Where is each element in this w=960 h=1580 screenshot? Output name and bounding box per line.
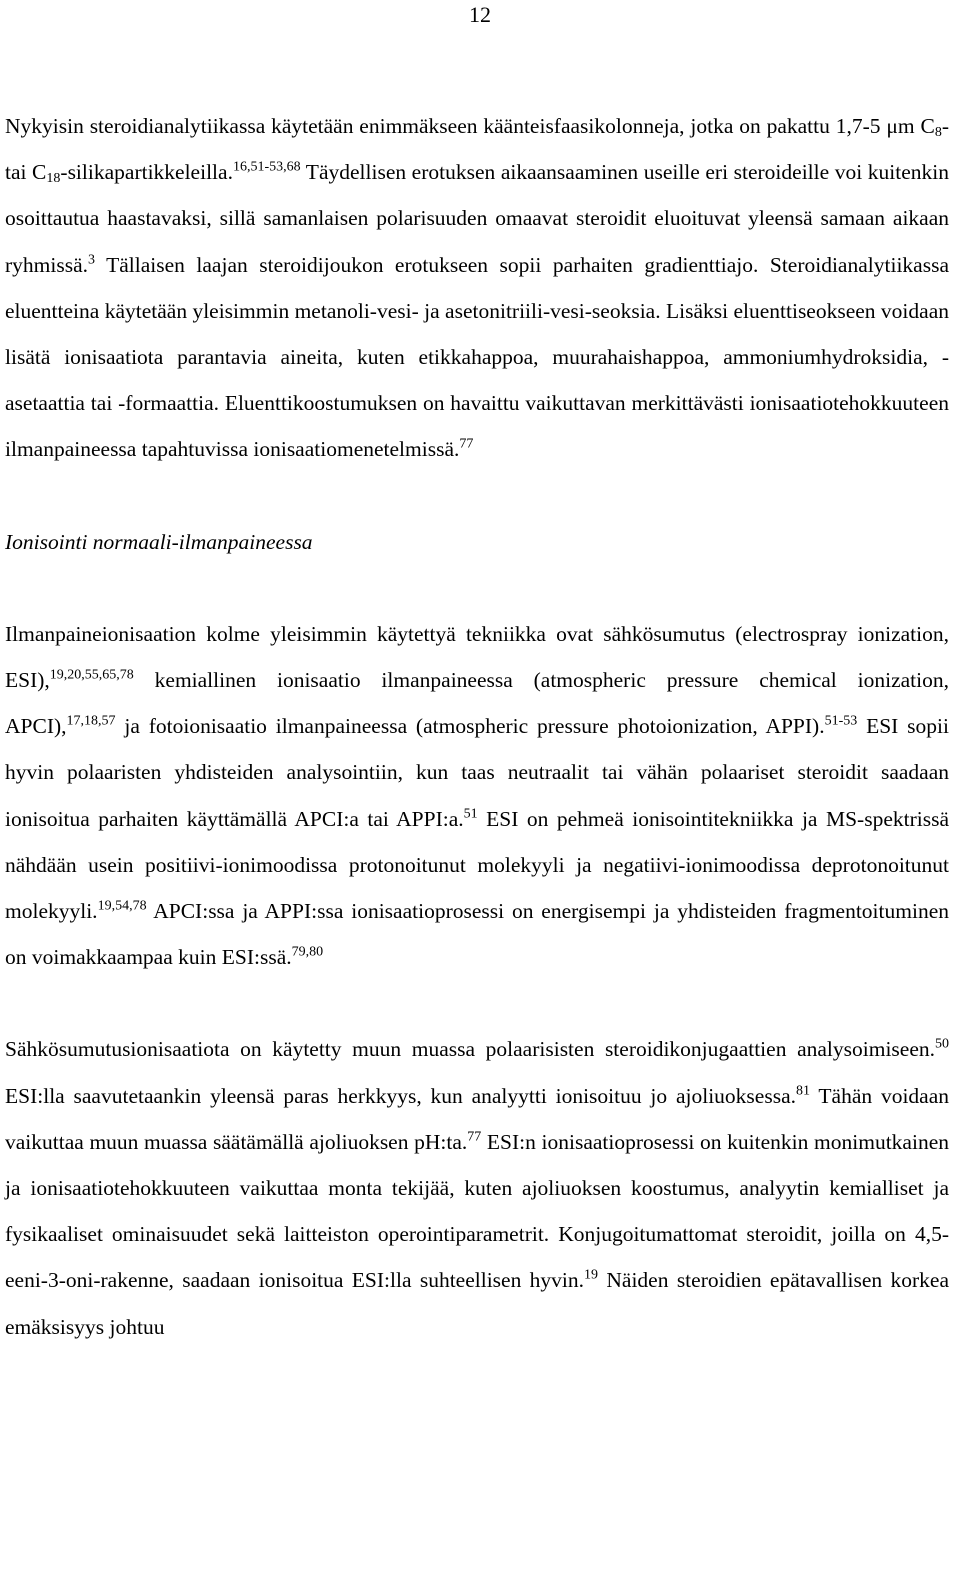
- paragraph-ionization-methods: [5, 611, 949, 981]
- citation-ref: 16,51-53,68: [232, 159, 301, 175]
- paragraph-chromatography: [5, 103, 949, 473]
- text-run: -silikapartikkeleilla.: [60, 160, 233, 185]
- citation-ref: 77: [459, 436, 474, 452]
- paragraph-spacer: [5, 980, 949, 1026]
- citation-ref: 77: [467, 1129, 482, 1145]
- citation-ref: 79,80: [291, 944, 324, 960]
- text-run: APCI:ssa ja APPI:ssa ionisaatioprosessi on energisempi ja yhdisteiden fragmentoituminen on voimakkaampaa kuin ESI:ssä.: [5, 899, 949, 970]
- citation-ref: 3: [88, 251, 96, 267]
- citation-ref: 17,18,57: [66, 713, 116, 729]
- page-number: 12: [469, 2, 491, 27]
- paragraph-spacer: [5, 473, 949, 519]
- text-run: Näiden steroidien epätavallisen korkea emäksisyys johtuu: [5, 1268, 949, 1339]
- paragraph-spacer: [5, 565, 949, 611]
- text-run: ESI on pehmeä ionisointitekniikka ja MS-spektrissä nähdään usein positiivi-ionimoodissa protonoitunut molekyyli ja negatiivi-ionimoodissa deprotonoitunut molekyyli.: [5, 806, 949, 924]
- text-run: kemiallinen ionisaatio ilmanpaineessa (atmospheric pressure chemical ionization, APCI),: [5, 668, 949, 739]
- text-run: ESI:lla saavutetaankin yleensä paras herkkyys, kun analyytti ionisoituu jo ajoliuoksessa.: [5, 1083, 796, 1108]
- citation-ref: 51-53: [824, 713, 858, 729]
- text-run: ESI sopii hyvin polaaristen yhdisteiden analysointiin, kun taas neutraalit tai vähän polaariset steroidit saadaan ionisoitua parhaiten käyttämällä APCI:a tai APPI:a.: [5, 714, 949, 831]
- text-run: ESI:n ionisaatioprosessi on kuitenkin monimutkainen ja ionisaatiotehokkuuteen vaikuttaa monta tekijää, kuten ajoliuoksen koostumus, analyytin kemialliset ja fysikaaliset ominaisuudet sekä laitteiston operointiparametrit. Konjugoitumattomat steroidit, joilla on 4,5-eeni-3-oni-rakenne, saadaan ionisoitua ESI:lla suhteellisen hyvin.: [5, 1129, 949, 1293]
- text-run: Sähkösumutusionisaatiota on käytetty muun muassa polaarisisten steroidikonjugaattien analysoimiseen.: [5, 1037, 935, 1062]
- text-run: Tällaisen laajan steroidijoukon erotukseen sopii parhaiten gradienttiajo. Steroidianalytiikassa eluentteina käytetään yleisimmin metanoli-vesi- ja asetonitriili-vesi-seoksia. Lisäksi eluenttiseokseen voidaan lisätä ionisaatiota parantavia aineita, kuten etikkahappoa, muurahaishappoa, ammoniumhydroksidia, -asetaattia tai -formaattia. Eluenttikoostumuksen on havaittu vaikuttavan merkittävästi ionisaatiotehokkuuteen ilmanpaineessa tapahtuvissa ionisaatiomenetelmissä.: [5, 252, 949, 462]
- text-run: Nykyisin steroidianalytiikassa käytetään enimmäkseen käänteisfaasikolonneja, jotka on pakattu 1,7-5 μm C: [5, 114, 935, 138]
- subscript: 8: [934, 124, 942, 140]
- text-run: Ilmanpaineionisaation kolme yleisimmin käytettyä tekniikka ovat sähkösumutus (electrospray ionization, ESI),: [5, 621, 949, 693]
- citation-ref: 50: [935, 1036, 949, 1052]
- text-run: Tähän voidaan vaikuttaa muun muassa säätämällä ajoliuoksen pH:ta.: [5, 1083, 950, 1154]
- section-heading: Ionisointi normaali-ilmanpaineessa: [5, 529, 313, 554]
- text-run: ja fotoionisaatio ilmanpaineessa (atmospheric pressure photoionization, APPI).: [115, 714, 825, 739]
- paragraph-electrospray: [5, 1026, 949, 1349]
- citation-ref: 51: [463, 805, 478, 821]
- page-body: [5, 103, 949, 1350]
- citation-ref: 19,20,55,65,78: [49, 667, 134, 683]
- citation-ref: 19,54,78: [97, 898, 147, 914]
- citation-ref: 19: [584, 1267, 599, 1283]
- text-run: - tai C: [5, 114, 949, 185]
- subscript: 18: [46, 171, 61, 186]
- citation-ref: 81: [796, 1082, 810, 1098]
- text-run: Täydellisen erotuksen aikaansaaminen useille eri steroideille voi kuitenkin osoittautua haastavaksi, sillä samanlaisen polarisuuden omaavat steroidit eluoituvat yleensä samaan aikaan ryhmissä.: [5, 160, 949, 277]
